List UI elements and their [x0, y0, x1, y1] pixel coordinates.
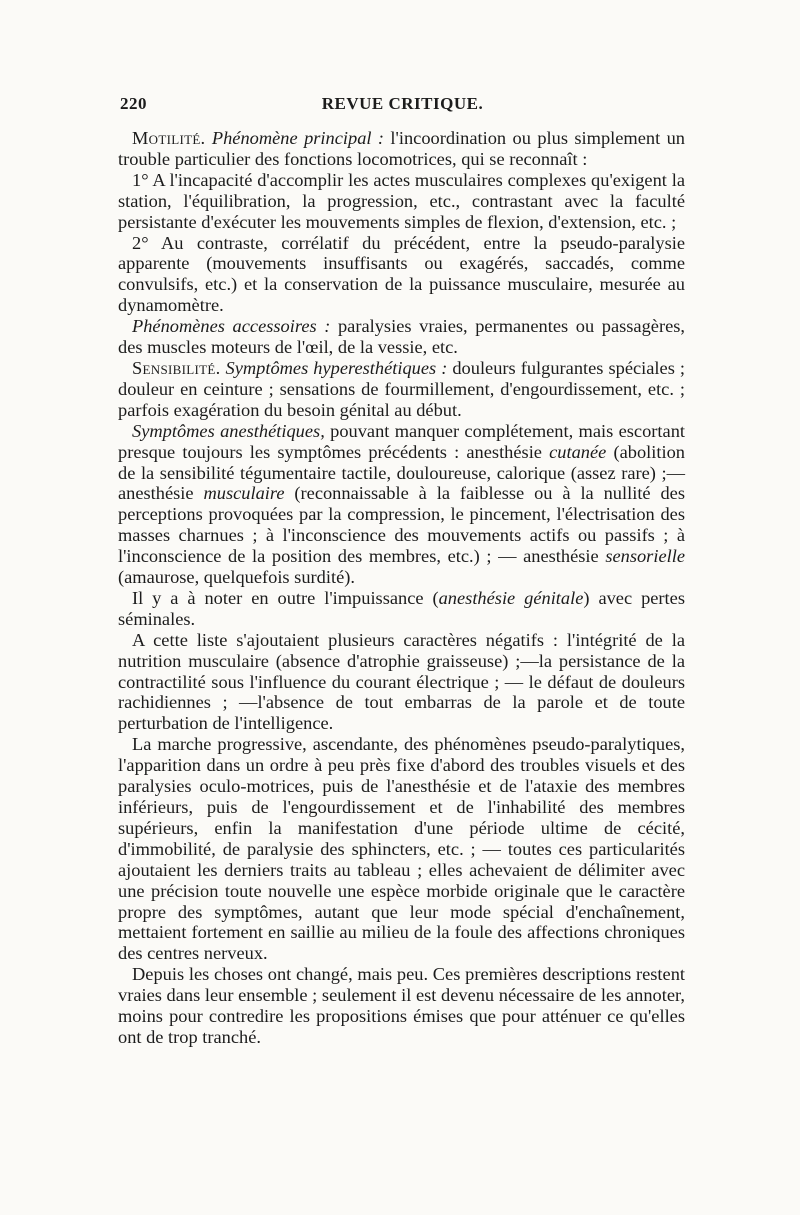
paragraph-text: A cette liste s'ajoutaient plusieurs caractères négatifs : l'intégrité de la nutrition musculaire (absence d'atrophie graisseuse) ;—la persistance de la contractilité sous l'influence du courant électrique ; — le défaut de douleurs rachidiennes ; —l'absence de tout embarras de la parole et de toute perturbation de l'intelligence. — [118, 629, 685, 734]
subheading: Phénomènes accessoires : — [132, 316, 331, 337]
text-segment: ) avec pertes séminales. — [118, 587, 685, 629]
emphasis-term: sensorielle — [605, 546, 685, 567]
paragraph-text: La marche progressive, ascendante, des phénomènes pseudo-paralytiques, l'apparition dans un ordre à peu près fixe d'abord des troubles visuels et des paralysies oculo-motrices, puis de l'anesthésie et de l'ataxie des membres inférieurs, puis de l'engourdissement et de l'inhabilité des membres supérieurs, enfin la manifestation d'une période ultime de cécité, d'immobilité, de paralysie des sphincters, etc. ; — toutes ces particularités ajoutaient les derniers traits au tableau ; elles achevaient de délimiter avec une précision toute nouvelle une espèce morbide originale que le caractère propre des symptômes, autant que leur mode spécial d'enchaînement, mettaient fortement en saillie au milieu de la foule des affections chroniques des centres nerveux. — [118, 734, 685, 964]
text-segment: Il y a à noter en outre l'impuissance ( — [132, 587, 439, 608]
body-text — [118, 128, 685, 1048]
motilite-paragraph — [118, 128, 685, 170]
text-segment: (abolition de la sensibilité tégumentaire tactile, douloureuse, calorique (assez rare) ;—anesthésie — [118, 441, 685, 504]
anesthetiques-paragraph — [118, 421, 685, 588]
page-number: 220 — [120, 94, 147, 113]
text-segment: pouvant manquer complétement, mais escortant presque toujours les symptômes précédents : anesthésie — [118, 420, 685, 462]
running-head: REVUE CRITIQUE. — [321, 94, 484, 113]
impuissance-paragraph — [118, 588, 685, 630]
emphasis-term: musculaire — [203, 483, 285, 504]
marche-progressive-paragraph — [118, 734, 685, 964]
subheading: Phénomène principal : — [211, 128, 385, 148]
subheading: Symptômes anesthétiques, — [132, 420, 325, 441]
subheading: Symptômes hyperesthétiques : — [225, 357, 448, 378]
paragraph-text: douleurs fulgurantes spéciales ; douleur en ceinture ; sensations de fourmillement, d'engourdissement, etc. ; parfois exagération du besoin génital au début. — [118, 357, 685, 420]
depuis-paragraph — [118, 964, 685, 1048]
paragraph-text: 1° A l'incapacité d'accomplir les actes musculaires complexes qu'exigent la station, l'équilibration, la progression, etc., contrastant avec la faculté persistante d'exécuter les mouvements simples de flexion, d'extension, etc. ; — [118, 169, 685, 232]
emphasis-term: cutanée — [549, 441, 607, 462]
point-one-paragraph — [118, 170, 685, 233]
paragraph-text: paralysies vraies, permanentes ou passagères, des muscles moteurs de l'œil, de la vessie, etc. — [118, 316, 685, 358]
paragraph-text: l'incoordination ou plus simplement un trouble particulier des fonctions locomotrices, qui se reconnaît : — [118, 128, 685, 169]
point-two-paragraph — [118, 233, 685, 317]
section-label: Motilité. — [132, 128, 206, 148]
paragraph-text: 2° Au contraste, corrélatif du précédent, entre la pseudo-paralysie apparente (mouvements insuffisants ou exagérés, saccadés, comme convulsifs, etc.) et la conservation de la puissance musculaire, mesurée au dynamomètre. — [118, 232, 685, 316]
caracteres-negatifs-paragraph — [118, 630, 685, 735]
text-segment: (amaurose, quelquefois surdité). — [118, 567, 355, 588]
text-segment: (reconnaissable à la faiblesse ou à la nullité des perceptions provoquées par la compression, le pincement, l'électrisation des masses charnues ; à l'inconscience des mouvements actifs ou passifs ; à l'inconscience de la position des membres, etc.) ; — anesthésie — [118, 483, 685, 567]
section-label: Sensibilité. — [132, 357, 221, 378]
emphasis-term: anesthésie génitale — [438, 587, 584, 608]
page-header — [120, 94, 685, 120]
paragraph-text: Depuis les choses ont changé, mais peu. Ces premières descriptions restent vraies dans leur ensemble ; seulement il est devenu nécessaire de les annoter, moins pour contredire les propositions émises que pour atténuer ce qu'elles ont de trop tranché. — [118, 964, 685, 1047]
accessoires-paragraph — [118, 316, 685, 358]
sensibilite-paragraph — [118, 358, 685, 421]
